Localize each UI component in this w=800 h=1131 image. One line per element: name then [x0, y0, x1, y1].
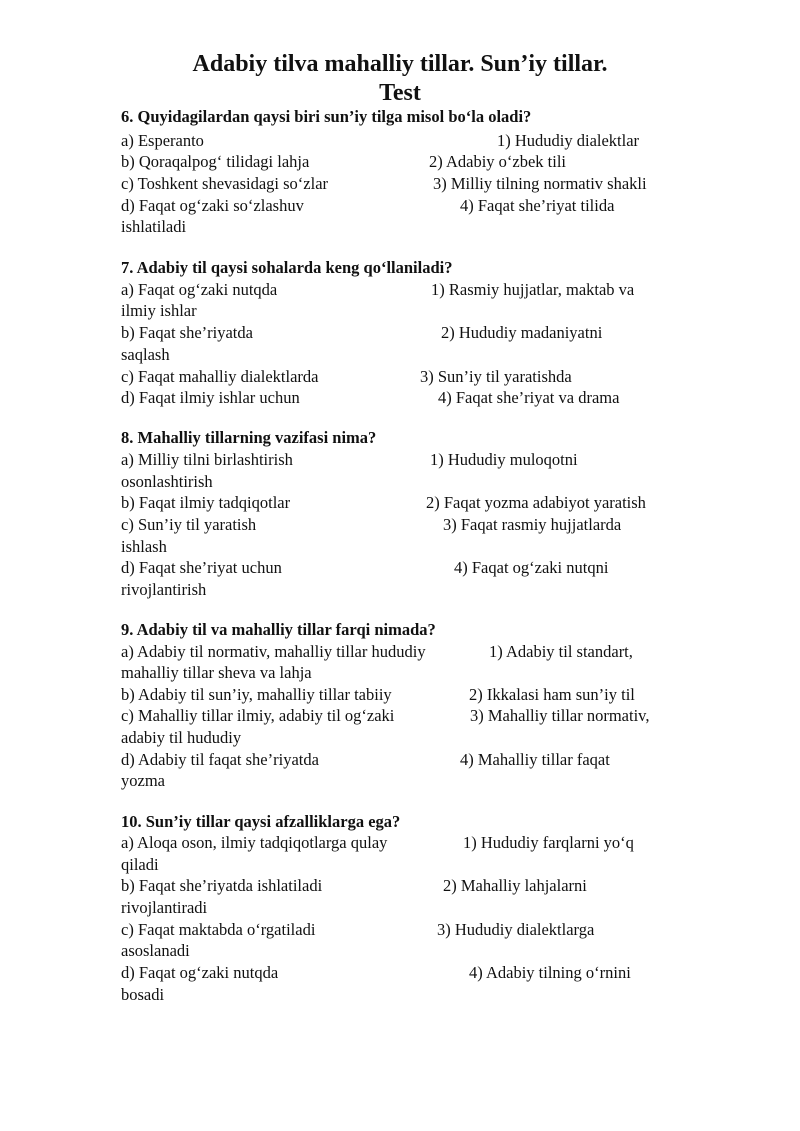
q6-option-c: c) Toshkent shevasidagi so‘zlar — [121, 174, 329, 193]
document-subtitle: Test — [379, 80, 421, 106]
q10-answer-4: 4) Adabiy tilning o‘rnini — [469, 963, 631, 982]
q7-option-b: b) Faqat she’riyatda — [121, 323, 253, 342]
question-8-heading: 8. Mahalliy tillarning vazifasi nima? — [121, 428, 377, 447]
q7-option-c: c) Faqat mahalliy dialektlarda — [121, 367, 319, 386]
document-title: Adabiy tilva mahalliy tillar. Sun’iy tillar. — [192, 51, 608, 77]
q8-answer-3-continued: ishlash — [121, 537, 167, 556]
q9-answer-3-continued: adabiy til hududiy — [121, 728, 242, 747]
q9-option-d: d) Adabiy til faqat she’riyatda — [121, 750, 319, 769]
q9-answer-3: 3) Mahalliy tillar normativ, — [470, 706, 650, 725]
q10-answer-3-continued: asoslanadi — [121, 941, 190, 960]
q6-answer-4: 4) Faqat she’riyat tilida — [460, 196, 615, 215]
q8-answer-1-continued: osonlashtirish — [121, 472, 213, 491]
question-10-heading: 10. Sun’iy tillar qaysi afzalliklarga ega? — [121, 812, 401, 831]
q9-answer-4-continued: yozma — [121, 771, 165, 790]
question-7-heading: 7. Adabiy til qaysi sohalarda keng qo‘llaniladi? — [121, 258, 453, 277]
q6-answer-3: 3) Milliy tilning normativ shakli — [433, 174, 647, 193]
q10-option-b: b) Faqat she’riyatda ishlatiladi — [121, 876, 323, 895]
q8-option-b: b) Faqat ilmiy tadqiqotlar — [121, 493, 291, 512]
q10-option-c: c) Faqat maktabda o‘rgatiladi — [121, 920, 316, 939]
q7-option-d: d) Faqat ilmiy ishlar uchun — [121, 388, 300, 407]
q7-answer-3: 3) Sun’iy til yaratishda — [420, 367, 572, 386]
q7-answer-4: 4) Faqat she’riyat va drama — [438, 388, 620, 407]
q8-answer-2: 2) Faqat yozma adabiyot yaratish — [426, 493, 646, 512]
q10-answer-4-continued: bosadi — [121, 985, 165, 1004]
q9-option-c: c) Mahalliy tillar ilmiy, adabiy til og‘zaki — [121, 706, 395, 725]
q8-option-d: d) Faqat she’riyat uchun — [121, 558, 282, 577]
q6-option-a: a) Esperanto — [121, 131, 204, 150]
q8-option-a: a) Milliy tilni birlashtirish — [121, 450, 293, 469]
q6-answer-2: 2) Adabiy o‘zbek tili — [429, 152, 567, 171]
q10-option-a: a) Aloqa oson, ilmiy tadqiqotlarga qulay — [121, 833, 388, 852]
q10-option-d: d) Faqat og‘zaki nutqda — [121, 963, 279, 982]
q9-answer-1-continued: mahalliy tillar sheva va lahja — [121, 663, 312, 682]
q10-answer-1: 1) Hududiy farqlarni yo‘q — [463, 833, 634, 852]
q7-answer-1-continued: ilmiy ishlar — [121, 301, 197, 320]
question-9-heading: 9. Adabiy til va mahalliy tillar farqi nimada? — [121, 620, 436, 639]
q6-answer-4-continued: ishlatiladi — [121, 217, 187, 236]
q9-option-b: b) Adabiy til sun’iy, mahalliy tillar tabiiy — [121, 685, 392, 704]
q8-answer-3: 3) Faqat rasmiy hujjatlarda — [443, 515, 622, 534]
q7-option-a: a) Faqat og‘zaki nutqda — [121, 280, 278, 299]
q7-answer-2-continued: saqlash — [121, 345, 170, 364]
q7-answer-1: 1) Rasmiy hujjatlar, maktab va — [431, 280, 635, 299]
q6-option-b: b) Qoraqalpog‘ tilidagi lahja — [121, 152, 310, 171]
q10-answer-2: 2) Mahalliy lahjalarni — [443, 876, 587, 895]
q10-answer-3: 3) Hududiy dialektlarga — [437, 920, 595, 939]
q6-option-d: d) Faqat og‘zaki so‘zlashuv — [121, 196, 304, 215]
q6-answer-1: 1) Hududiy dialektlar — [497, 131, 640, 150]
q8-answer-4: 4) Faqat og‘zaki nutqni — [454, 558, 609, 577]
q9-option-a: a) Adabiy til normativ, mahalliy tillar hududiy — [121, 642, 426, 661]
q9-answer-4: 4) Mahalliy tillar faqat — [460, 750, 610, 769]
q10-answer-2-continued: rivojlantiradi — [121, 898, 208, 917]
q7-answer-2: 2) Hududiy madaniyatni — [441, 323, 603, 342]
q8-option-c: c) Sun’iy til yaratish — [121, 515, 257, 534]
q10-answer-1-continued: qiladi — [121, 855, 159, 874]
q8-answer-1: 1) Hududiy muloqotni — [430, 450, 578, 469]
q9-answer-1: 1) Adabiy til standart, — [489, 642, 633, 661]
q8-answer-4-continued: rivojlantirish — [121, 580, 207, 599]
q9-answer-2: 2) Ikkalasi ham sun’iy til — [469, 685, 635, 704]
question-6-heading: 6. Quyidagilardan qaysi biri sun’iy tilga misol bo‘la oladi? — [121, 107, 532, 126]
